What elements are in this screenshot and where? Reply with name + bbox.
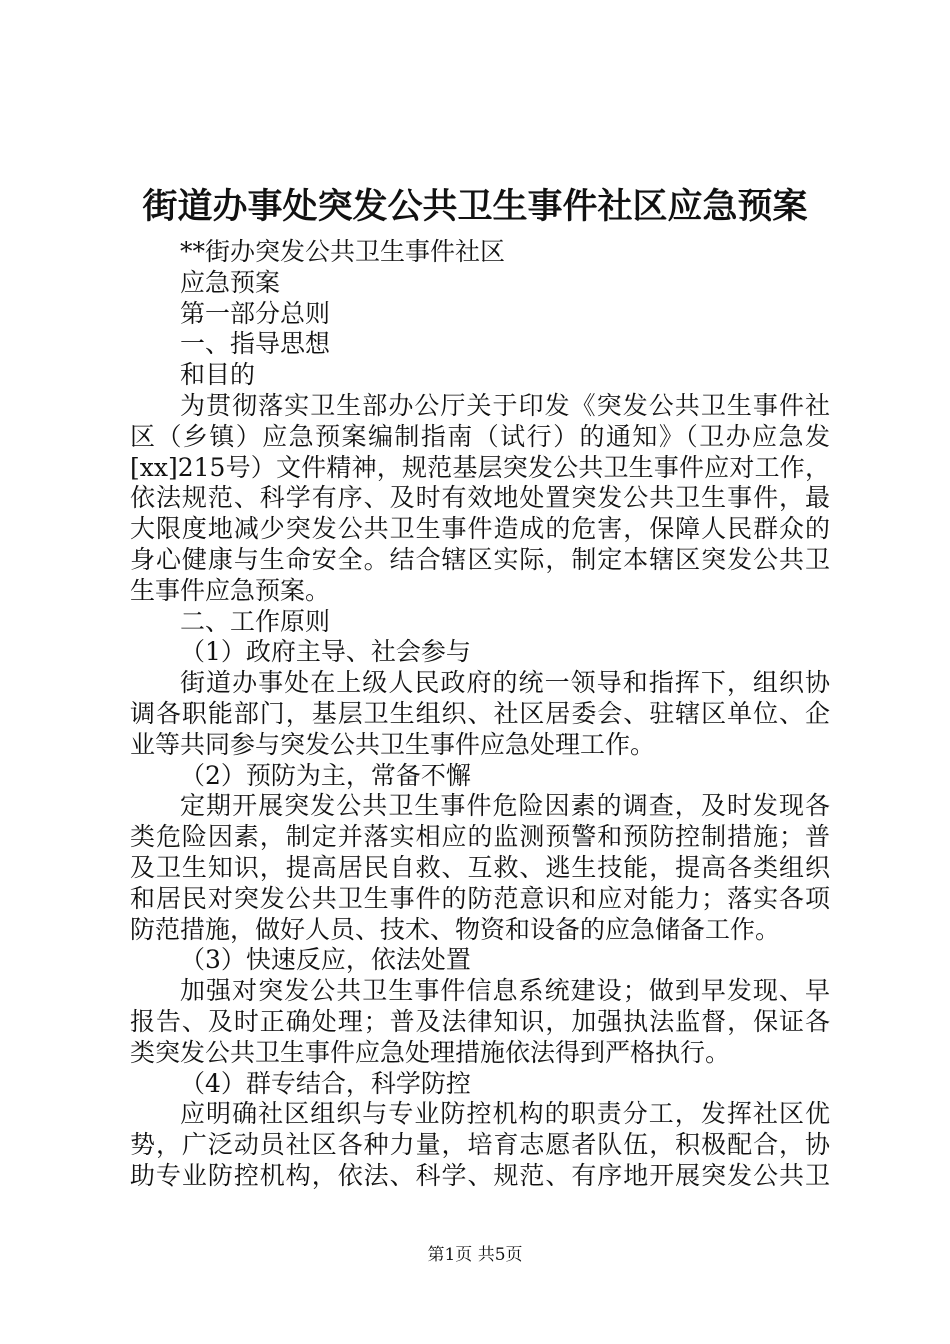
text-line: 类突发公共卫生事件应急处理措施依法得到严格执行。 bbox=[130, 1037, 731, 1067]
text-line: （1）政府主导、社会参与 bbox=[180, 637, 471, 667]
text-line: 依法规范、科学有序、及时有效地处置突发公共卫生事件，最 bbox=[130, 483, 830, 513]
text-line: 一、指导思想 bbox=[180, 329, 331, 359]
text-line: 大限度地减少突发公共卫生事件造成的危害，保障人民群众的 bbox=[130, 514, 830, 544]
text-line: 及卫生知识，提高居民自救、互救、逃生技能，提高各类组织 bbox=[130, 852, 830, 882]
text-line: 街道办事处在上级人民政府的统一领导和指挥下，组织协 bbox=[180, 668, 830, 698]
text-line: 应急预案 bbox=[180, 267, 281, 297]
text-line: 类危险因素，制定并落实相应的监测预警和预防控制措施；普 bbox=[130, 822, 830, 852]
text-line: 调各职能部门，基层卫生组织、社区居委会、驻辖区单位、企 bbox=[130, 698, 830, 728]
text-line: 防范措施，做好人员、技术、物资和设备的应急储备工作。 bbox=[130, 914, 781, 944]
text-line: 助专业防控机构，依法、科学、规范、有序地开展突发公共卫 bbox=[130, 1160, 830, 1190]
text-line: 和居民对突发公共卫生事件的防范意识和应对能力；落实各项 bbox=[130, 883, 830, 913]
document-body bbox=[130, 237, 830, 1192]
text-line: 加强对突发公共卫生事件信息系统建设；做到早发现、早 bbox=[180, 976, 830, 1006]
text-line: 身心健康与生命安全。结合辖区实际，制定本辖区突发公共卫 bbox=[130, 544, 830, 574]
text-line: 报告、及时正确处理；普及法律知识，加强执法监督，保证各 bbox=[130, 1006, 830, 1036]
text-line: 区（乡镇）应急预案编制指南（试行）的通知》（卫办应急发 bbox=[130, 421, 830, 451]
text-line: [xx]215号）文件精神，规范基层突发公共卫生事件应对工作， bbox=[130, 452, 830, 482]
text-line: 二、工作原则 bbox=[180, 606, 331, 636]
text-line: （2）预防为主，常备不懈 bbox=[180, 760, 471, 790]
text-line: 生事件应急预案。 bbox=[130, 575, 331, 605]
text-line: 应明确社区组织与专业防控机构的职责分工，发挥社区优 bbox=[180, 1099, 830, 1129]
text-line: 和目的 bbox=[180, 360, 256, 390]
text-line: 第一部分总则 bbox=[180, 298, 331, 328]
text-line: 为贯彻落实卫生部办公厅关于印发《突发公共卫生事件社 bbox=[180, 390, 830, 420]
text-line: 势，广泛动员社区各种力量，培育志愿者队伍，积极配合，协 bbox=[130, 1130, 830, 1160]
page-footer: 第1页 共5页 bbox=[427, 1245, 523, 1265]
document-title: 街道办事处突发公共卫生事件社区应急预案 bbox=[142, 186, 808, 227]
text-line: （3）快速反应，依法处置 bbox=[180, 945, 471, 975]
text-line: **街办突发公共卫生事件社区 bbox=[180, 237, 506, 266]
text-line: 定期开展突发公共卫生事件危险因素的调查，及时发现各 bbox=[180, 791, 830, 821]
text-line: （4）群专结合，科学防控 bbox=[180, 1068, 471, 1098]
text-line: 业等共同参与突发公共卫生事件应急处理工作。 bbox=[130, 729, 656, 759]
